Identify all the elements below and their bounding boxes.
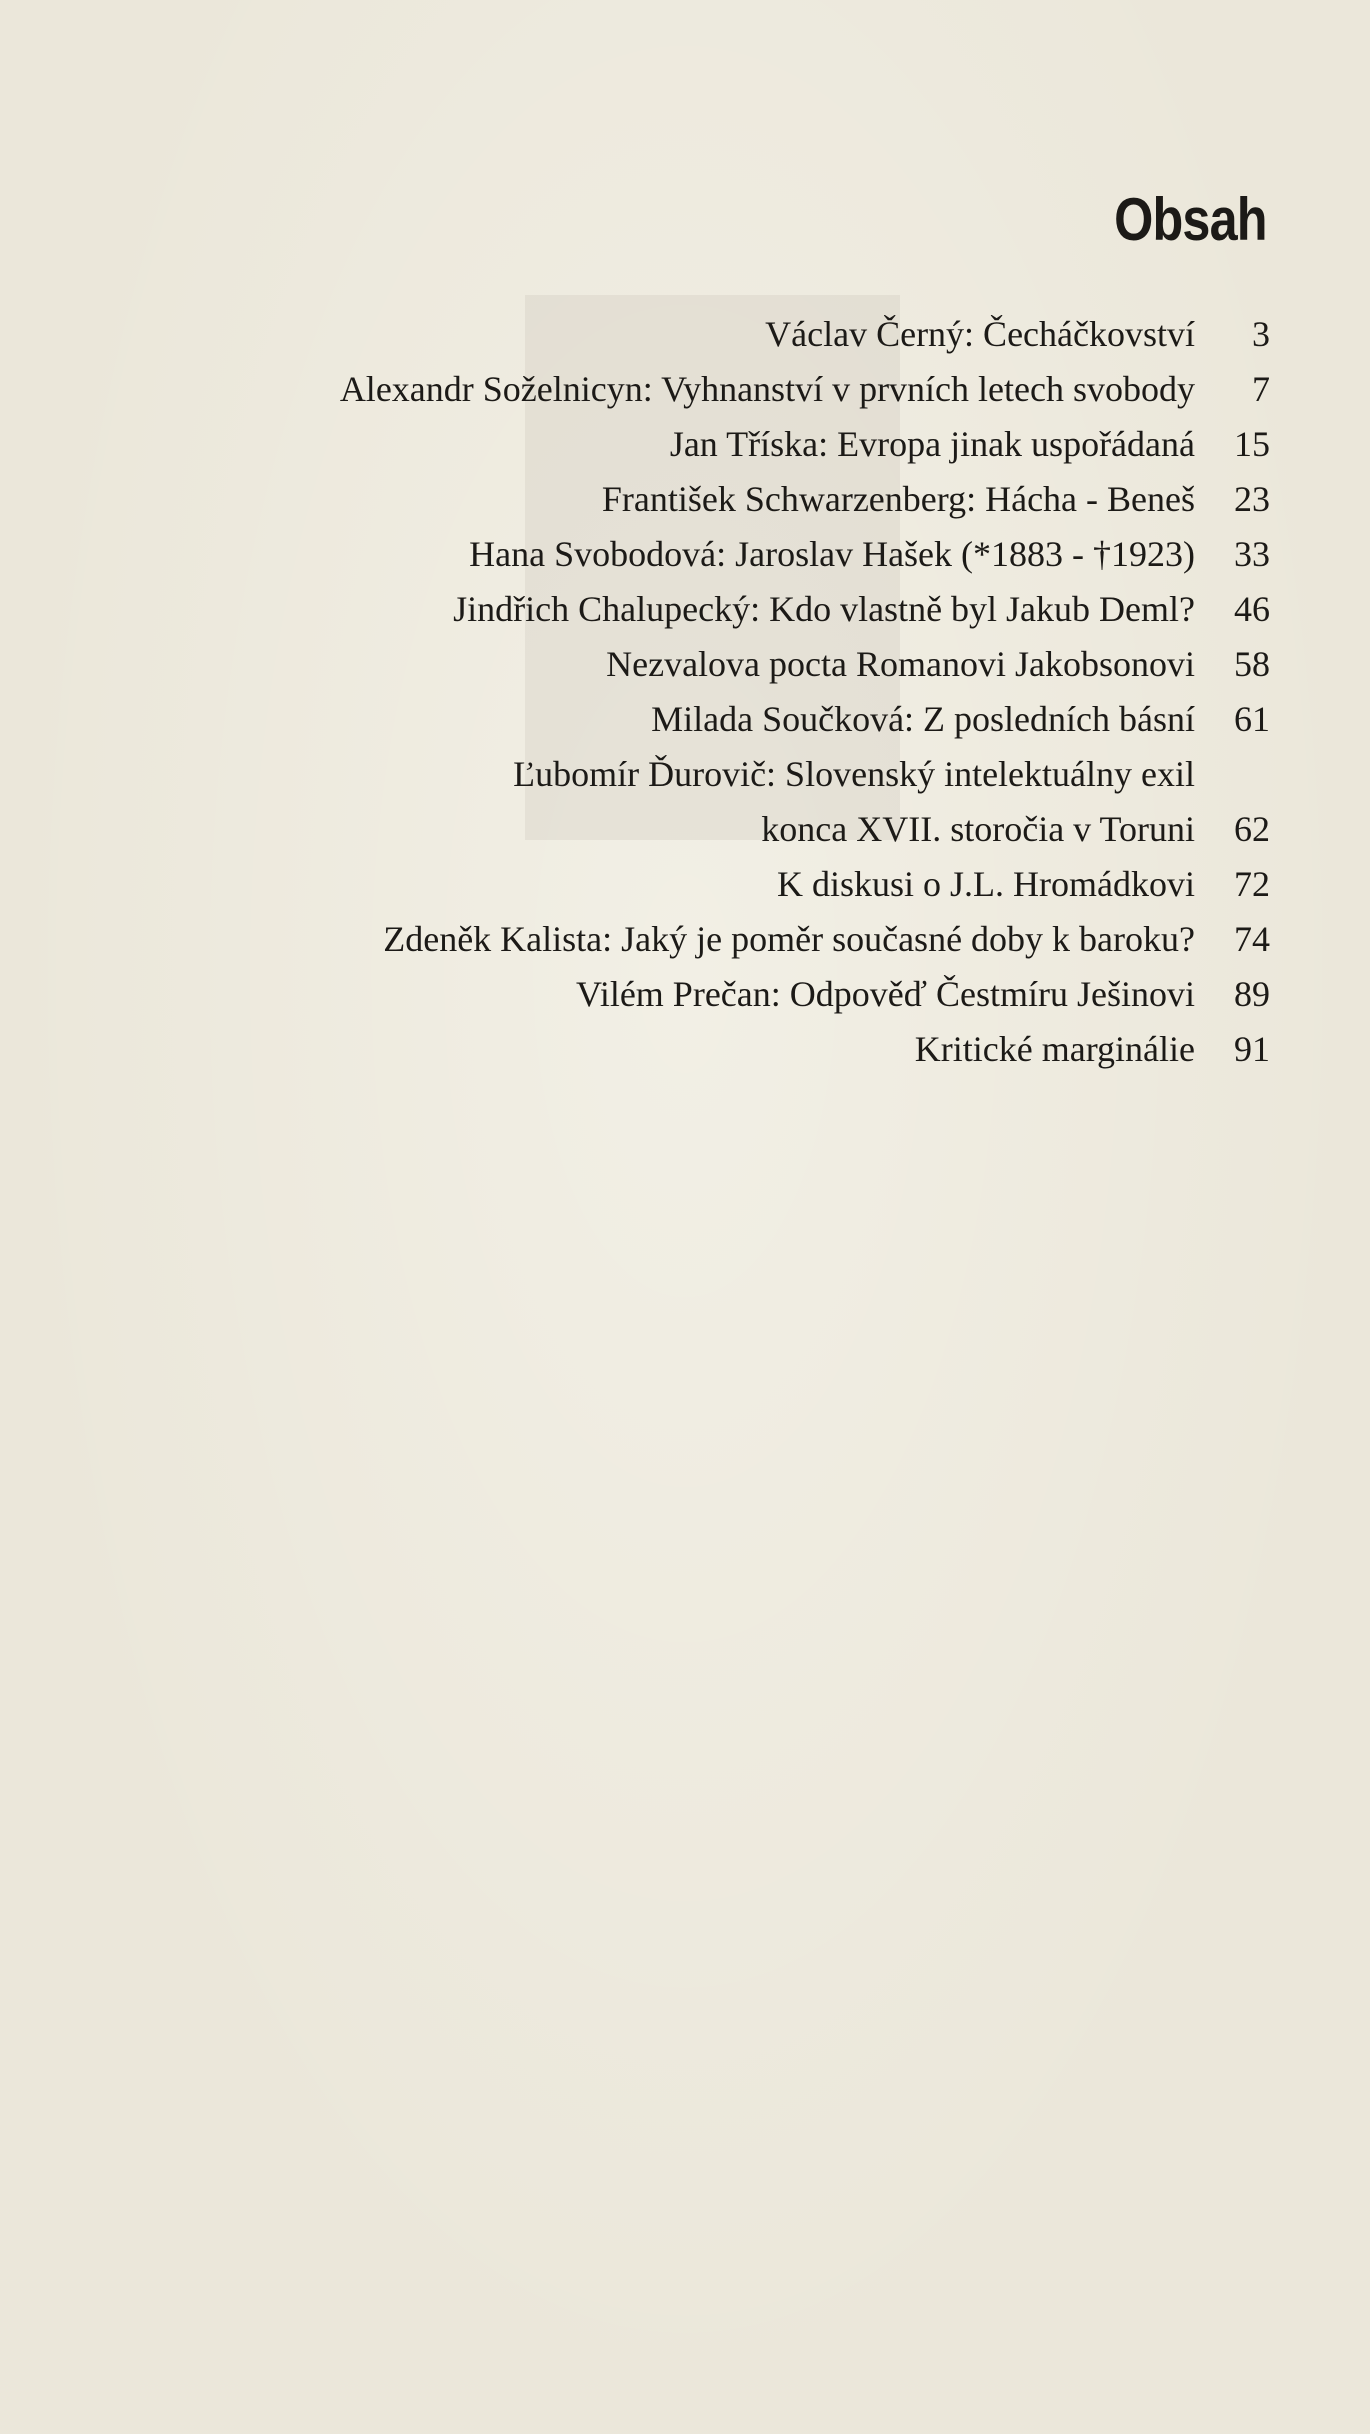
toc-entry-page: 46	[1234, 589, 1270, 629]
toc-entry-title: Jan Tříska: Evropa jinak uspořádaná	[669, 424, 1195, 464]
toc-entry	[100, 527, 1270, 582]
toc-entry-page: 62	[1234, 809, 1270, 849]
toc-entry-title: Kritické marginálie	[914, 1029, 1195, 1069]
toc-entry-title: Vilém Prečan: Odpověď Čestmíru Ješinovi	[575, 974, 1195, 1014]
toc-entry-page: 74	[1234, 919, 1270, 959]
toc-entry	[100, 417, 1270, 472]
toc-entry-page: 58	[1234, 644, 1270, 684]
toc-entry-page: 33	[1234, 534, 1270, 574]
toc-entry-page: 7	[1252, 369, 1270, 409]
toc-entry-title: Alexandr Soželnicyn: Vyhnanství v prvních letech svobody	[339, 369, 1195, 409]
toc-entry-title: Jindřich Chalupecký: Kdo vlastně byl Jakub Deml?	[453, 589, 1195, 629]
toc-entry	[100, 582, 1270, 637]
table-of-contents	[100, 307, 1270, 1077]
toc-entry-title: Hana Svobodová: Jaroslav Hašek (*1883 - †1923)	[469, 534, 1195, 574]
toc-entry-page: 23	[1234, 479, 1270, 519]
toc-entry-title: Václav Černý: Čecháčkovství	[765, 314, 1195, 354]
toc-entry	[100, 637, 1270, 692]
toc-entry-title: Zdeněk Kalista: Jaký je poměr současné doby k baroku?	[383, 919, 1195, 959]
toc-entry-page: 72	[1234, 864, 1270, 904]
toc-entry-page: 3	[1252, 314, 1270, 354]
toc-entry-title: Milada Součková: Z posledních básní	[651, 699, 1195, 739]
toc-entry-page: 89	[1234, 974, 1270, 1014]
toc-entry	[100, 307, 1270, 362]
toc-entry	[100, 1022, 1270, 1077]
toc-entry-page: 15	[1234, 424, 1270, 464]
toc-entry	[100, 362, 1270, 417]
toc-entry-title: K diskusi o J.L. Hromádkovi	[777, 864, 1195, 904]
page-title: Obsah	[1114, 186, 1267, 253]
toc-entry	[100, 967, 1270, 1022]
toc-entry-title: František Schwarzenberg: Hácha - Beneš	[601, 479, 1195, 519]
toc-entry-title-line: konca XVII. storočia v Toruni	[761, 809, 1195, 849]
toc-entry-page: 91	[1234, 1029, 1270, 1069]
toc-entry	[100, 472, 1270, 527]
toc-entry-title-line: Ľubomír Ďurovič: Slovenský intelektuálny exil	[513, 754, 1195, 794]
toc-entry	[100, 912, 1270, 967]
toc-entry	[100, 692, 1270, 747]
toc-entry-title	[513, 747, 1195, 857]
toc-entry-page: 61	[1234, 699, 1270, 739]
toc-entry-title: Nezvalova pocta Romanovi Jakobsonovi	[606, 644, 1195, 684]
toc-entry	[100, 747, 1270, 857]
toc-entry	[100, 857, 1270, 912]
